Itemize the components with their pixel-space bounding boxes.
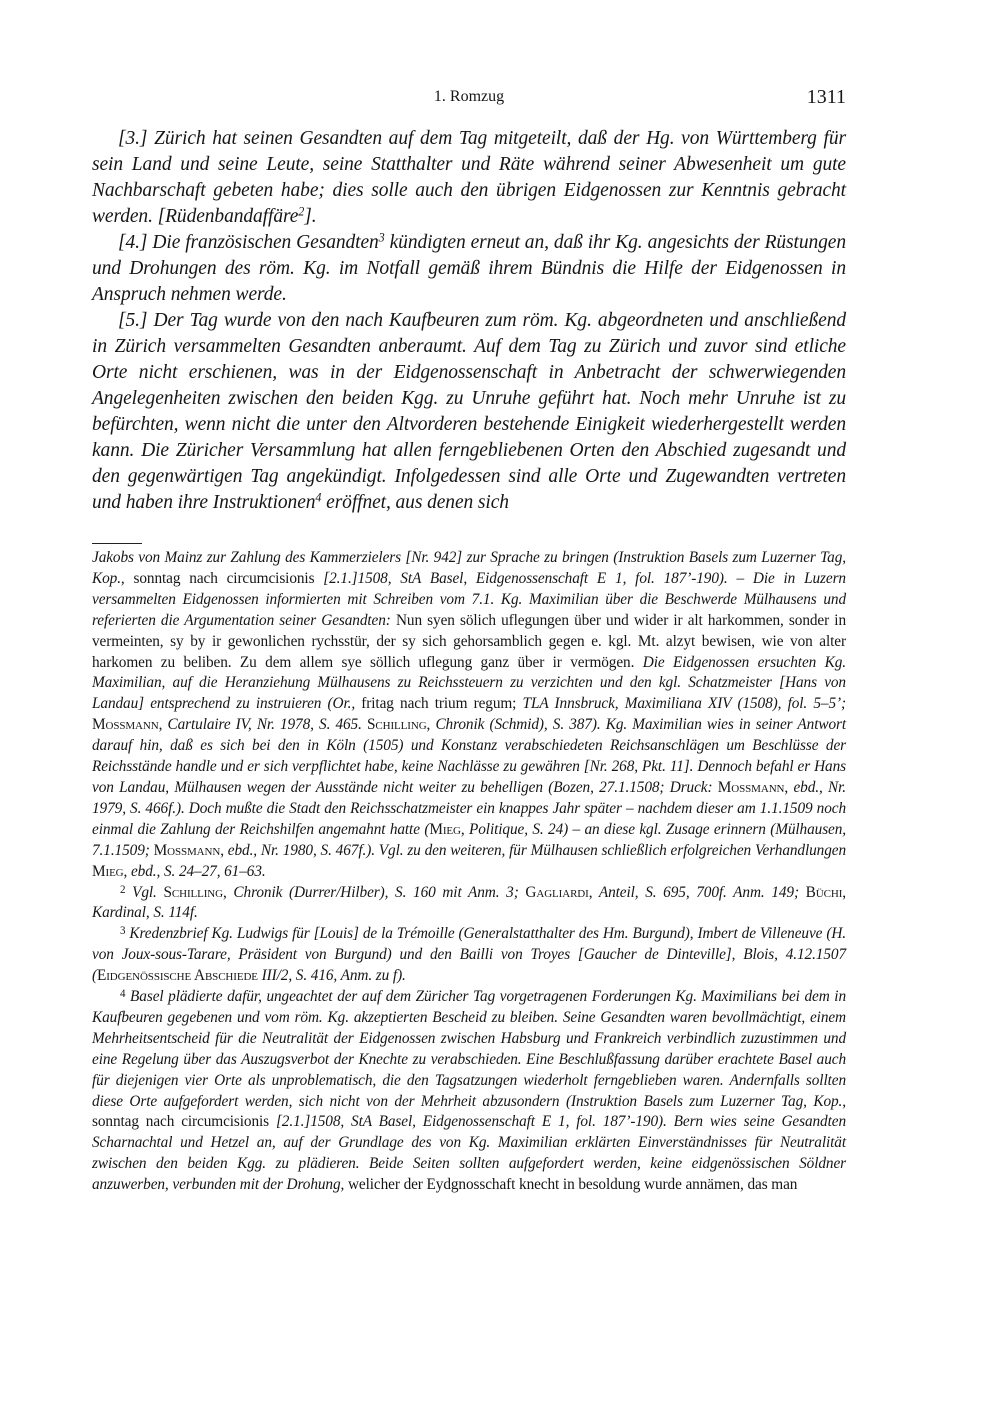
footnote-3 <box>92 924 846 987</box>
footnote-continuation <box>92 548 846 883</box>
footnote-ref-2[interactable]: 2 <box>298 204 305 219</box>
author-name: Büchi, <box>798 883 846 901</box>
source-quote: sonntag nach circumcisionis <box>124 569 324 587</box>
note-text: Chronik (Durrer/Hilber), S. 160 mit Anm. 3; <box>226 883 519 901</box>
note-text: Anteil, S. 695, 700f. Anm. 149; <box>592 883 799 901</box>
note-text: Vgl. <box>125 883 157 901</box>
running-title: 1. Romzug <box>433 88 505 105</box>
page-header <box>92 86 846 112</box>
footnote-number: 2 <box>120 883 126 896</box>
footnote-ref-3[interactable]: 3 <box>378 230 385 245</box>
note-text: Chronik (Schmid), S. 387). Kg. Maximilian wies in seiner Antwort darauf hin, daß es sich bei den in Köln (1505) und Konstanz verabschiedeten Reichsanschlägen um Beschlüsse der Reichsstände handle und er sich verpflichtet habe, keine Nachlässe zu gewähren [Nr. 268, Pkt. 11]. Dennoch befahl er Hans von Landau, Mülhausen wegen der Ausstände nicht weiter zu behelligen (Bozen, 27.1.1508; Druck: <box>92 716 847 796</box>
footnote-separator <box>92 543 142 544</box>
paragraph-3-tail: ]. <box>304 206 317 227</box>
note-text: Kardinal, S. 114f. <box>92 904 198 922</box>
paragraph-4-text: [4.] Die französischen Gesandten <box>118 232 379 253</box>
note-text: Politique, S. 24) – an diese kgl. Zusage erinnern (Mülhausen, 7.1.1509; <box>92 820 847 859</box>
note-text: ebd., Nr. 1980, S. 467f.). Vgl. zu den weiteren, für Mülhausen schließlich erfolgreichen Verhandlungen <box>223 841 846 859</box>
paragraph-5 <box>92 308 846 516</box>
note-text: TLA Innsbruck, Maximiliana XIV (1508), fol. 5–5’; <box>522 695 846 713</box>
author-name: Schilling, <box>156 883 227 901</box>
footnote-number: 4 <box>120 988 126 1001</box>
source-quote: sonntag nach circumcisionis <box>92 1113 276 1131</box>
note-text: Jakobs von Mainz zur Zahlung des Kammerzielers [Nr. 942] zur Sprache zu bringen (Instruktion Basels zum Luzerner Tag, Kop., <box>92 549 846 587</box>
paragraph-3-text: [3.] Zürich hat seinen Gesandten auf dem Tag mitgeteilt, daß der Hg. von Württemberg für sein Land und seine Leute, seine Statthalter und Räte während seiner Abwesenheit um gute Nachbarschaft gebeten habe; dies solle auch den übrigen Eidgenossen zur Kenntnis gebracht werden. [Rüdenbandaffäre <box>92 128 846 227</box>
paragraph-3 <box>92 126 846 230</box>
author-name: Mieg, <box>92 862 128 880</box>
source-quote: welicher der Eydgnosschaft knecht in besoldung wurde annämen, das man <box>344 1176 798 1194</box>
footnote-4 <box>92 987 846 1196</box>
note-text: ebd., S. 24–27, 61–63. <box>127 862 266 880</box>
source-title: Eidgenössische Abschiede <box>97 967 258 985</box>
note-text: ebd., Nr. 1979, S. 466f.). Doch mußte die Stadt den Reichsschatzmeister ein knappes Jahr später – nachdem dieser am 1.1.1509 noch einmal die Zahlung der Reichshilfen angemahnt hatte ( <box>92 778 846 838</box>
author-name: Gagliardi, <box>518 883 593 901</box>
source-quote: Nun syen sölich uflegungen über und wider ir alt harkommen, sonder in vermeinten, sy by ir gewonlichen rychsstür, der sy sich gehorsamblich gegen e. kgl. Mt. alzyt bewisen, wie von alter harkomen zu beliben. Zu dem allem sye söllich uflegung ganz über ir vermögen. <box>92 611 846 671</box>
paragraph-4 <box>92 230 846 308</box>
page-number: 1311 <box>806 86 846 108</box>
author-name: Mieg, <box>429 820 465 838</box>
note-text: III/2, S. 416, Anm. zu f). <box>257 967 406 985</box>
note-text: Cartulaire IV, Nr. 1978, S. 465. <box>162 716 362 734</box>
paragraph-5-text: [5.] Der Tag wurde von den nach Kaufbeuren zum röm. Kg. abgeordneten und anschließend in Zürich versammelten Gesandten anberaumt. Auf dem Tag zu Zürich und zuvor sind etliche Orte nicht erschienen, was in der Eidgenossenschaft in Anbetracht der schwerwiegenden Angelegenheiten zwischen den beiden Kgg. zu Unruhe geführt hat. Noch mehr Unruhe ist zu befürchten, wenn nicht die unter den Altvorderen bestehende Einigkeit wiederhergestellt werden kann. Die Züricher Versammlung hat allen ferngebliebenen Orten den Abschied zugesandt und den gegenwärtigen Tag angekündigt. Infolgedessen sind alle Orte und Zugewandten vertreten und haben ihre Instruktionen <box>92 310 846 513</box>
author-name: Mossmann, <box>149 841 224 859</box>
author-name: Schilling, <box>361 716 431 734</box>
note-text: [2.1.]1508, StA Basel, Eidgenossenschaft E 1, fol. 187’-190). – Die in Luzern versammelten Eidgenossen informierten mit Schreiben vom 7.1. Kg. Maximilian über die Beschwerde Mülhausens und referierten die Argumentation seiner Gesandten: <box>92 569 846 629</box>
note-text: [2.1.]1508, StA Basel, Eidgenossenschaft E 1, fol. 187’-190). Bern wies seine Gesandten Scharnachtal und Hetzel an, auf der Grundlage des von Kg. Maximilian erklärten Einverständnisses für Neutralität zwischen den beiden Kgg. zu plädieren. Beide Seiten sollten aufgefordert werden, keine eidgenössischen Söldner anzuwerben, verbunden mit der Drohung, <box>92 1113 846 1194</box>
source-quote: fritag nach trium regum; <box>355 695 523 713</box>
note-text: Kredenzbrief Kg. Ludwigs für [Louis] de la Trémoille (Generalstatthalter des Hm. Burgund), Imbert de Villeneuve (H. von Joux-sous-Tarare, Präsident von Burgund) und den Bailli von Troyes [Gaucher de Dinteville], Blois, 4.12.1507 ( <box>92 925 846 985</box>
footnote-ref-4[interactable]: 4 <box>315 490 322 505</box>
note-text: Die Eidgenossen ersuchten Kg. Maximilian, auf die Heranziehung Mülhausens zu Reichssteuern zu verzichten und den kgl. Schatzmeister [Hans von Landau] entsprechend zu instruieren (Or., <box>92 653 846 713</box>
main-text <box>92 126 846 516</box>
paragraph-5-tail: eröffnet, aus denen sich <box>321 492 509 513</box>
footnote-number: 3 <box>120 925 126 938</box>
note-text: Basel plädierte dafür, ungeachtet der auf dem Züricher Tag vorgetragenen Forderungen Kg. Maximilians bei dem in Kaufbeuren gegebenen und vom röm. Kg. akzeptierten Bescheid zu bleiben. Seine Gesandten waren bevollmächtigt, einem Mehrheitsentscheid für die Neutralität der Eidgenossen zwischen Habsburg und Frankreich verbindlich zuzustimmen und eine Regelung über das Auszugsverbot der Knechte zu verabschieden. Eine Beschlußfassung darüber erachtete Basel auch für diejenigen vier Orte als unproblematisch, die den Tagsatzungen wiederholt ferngeblieben waren. Andernfalls sollten diese Orte aufgefordert werden, sich nicht von der Mehrheit abzusondern (Instruktion Basels zum Luzerner Tag, Kop., <box>92 988 846 1110</box>
footnotes <box>92 548 846 1196</box>
footnote-2 <box>92 883 846 925</box>
paragraph-4-tail: kündigten erneut an, daß ihr Kg. angesichts der Rüstungen und Drohungen des röm. Kg. im Notfall gemäß ihrem Bündnis die Hilfe der Eidgenossen in Anspruch nehmen werde. <box>92 232 846 305</box>
author-name: Mossmann, <box>712 778 789 796</box>
author-name: Mossmann, <box>92 716 163 734</box>
